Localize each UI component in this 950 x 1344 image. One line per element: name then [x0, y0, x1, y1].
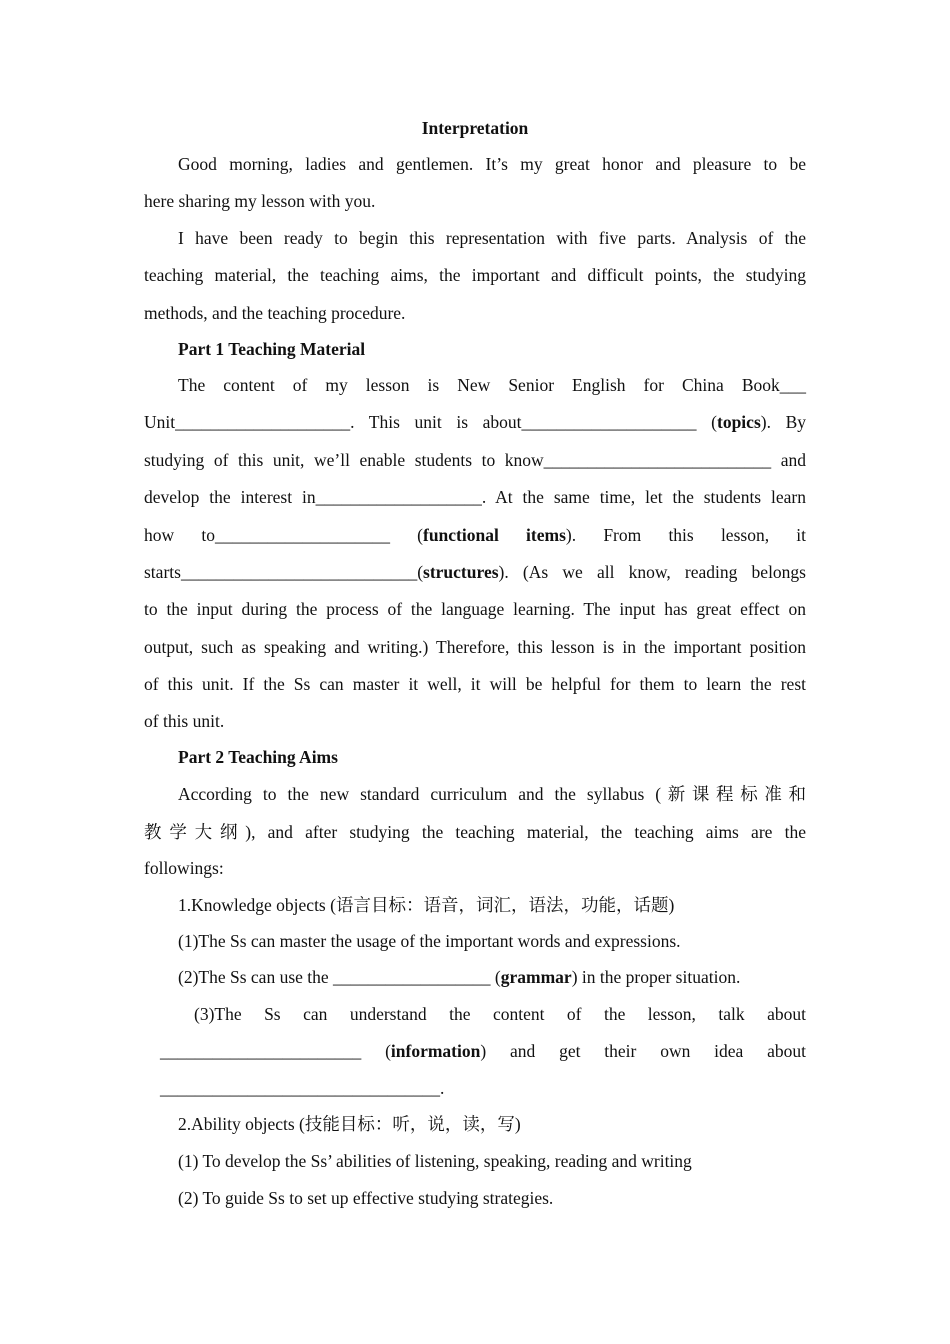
part1-line-2: Unit____________________. This unit is about____________________ (topics). By [144, 412, 806, 432]
part2-line-2: 教学大纲), and after studying the teaching material, the teaching aims are the [144, 822, 806, 842]
intro-paragraph-2-line-3: methods, and the teaching procedure. [144, 303, 406, 323]
document-title: Interpretation [421, 118, 529, 138]
part1-line-1: The content of my lesson is New Senior English for China Book___ [178, 375, 806, 395]
knowledge-objects-heading: 1.Knowledge objects (语言目标：语音，词汇，语法，功能，话题) [178, 895, 675, 915]
knowledge-object-1: (1)The Ss can master the usage of the important words and expressions. [178, 931, 681, 951]
ability-objects-heading: 2.Ability objects (技能目标：听，说，读，写) [178, 1114, 521, 1134]
part1-line-3: studying of this unit, we’ll enable students to know__________________________ and [144, 450, 806, 470]
knowledge-object-3-line-1: (3)The Ss can understand the content of the lesson, talk about [194, 1004, 806, 1024]
part1-line-8: output, such as speaking and writing.) Therefore, this lesson is in the important position [144, 637, 806, 657]
knowledge-object-3-line-2: _______________________ (information) and get their own idea about [160, 1041, 806, 1061]
part1-line-5: how to____________________ (functional items). From this lesson, it [144, 525, 806, 545]
knowledge-object-3-line-3: ________________________________. [160, 1078, 445, 1098]
part1-line-9: of this unit. If the Ss can master it well, it will be helpful for them to learn the rest [144, 674, 806, 694]
part1-line-4: develop the interest in___________________. At the same time, let the students learn [144, 487, 806, 507]
part2-line-1: According to the new standard curriculum and the syllabus (新课程标准和 [178, 784, 806, 804]
part1-line-10: of this unit. [144, 711, 225, 731]
ability-object-1: (1) To develop the Ss’ abilities of listening, speaking, reading and writing [178, 1151, 692, 1171]
part1-line-7: to the input during the process of the language learning. The input has great effect on [144, 599, 806, 619]
intro-paragraph-2-line-2: teaching material, the teaching aims, the important and difficult points, the studying [144, 265, 806, 285]
part2-heading: Part 2 Teaching Aims [178, 747, 338, 767]
part1-heading: Part 1 Teaching Material [178, 339, 366, 359]
intro-paragraph-1-line-1: Good morning, ladies and gentlemen. It’s my great honor and pleasure to be [178, 154, 806, 174]
knowledge-object-2: (2)The Ss can use the __________________ (grammar) in the proper situation. [178, 967, 741, 987]
part2-line-3: followings: [144, 858, 224, 878]
intro-paragraph-1-line-2: here sharing my lesson with you. [144, 191, 376, 211]
intro-paragraph-2-line-1: I have been ready to begin this representation with five parts. Analysis of the [178, 228, 806, 248]
ability-object-2: (2) To guide Ss to set up effective studying strategies. [178, 1188, 554, 1208]
part1-line-6: starts___________________________(structures). (As we all know, reading belongs [144, 562, 806, 582]
